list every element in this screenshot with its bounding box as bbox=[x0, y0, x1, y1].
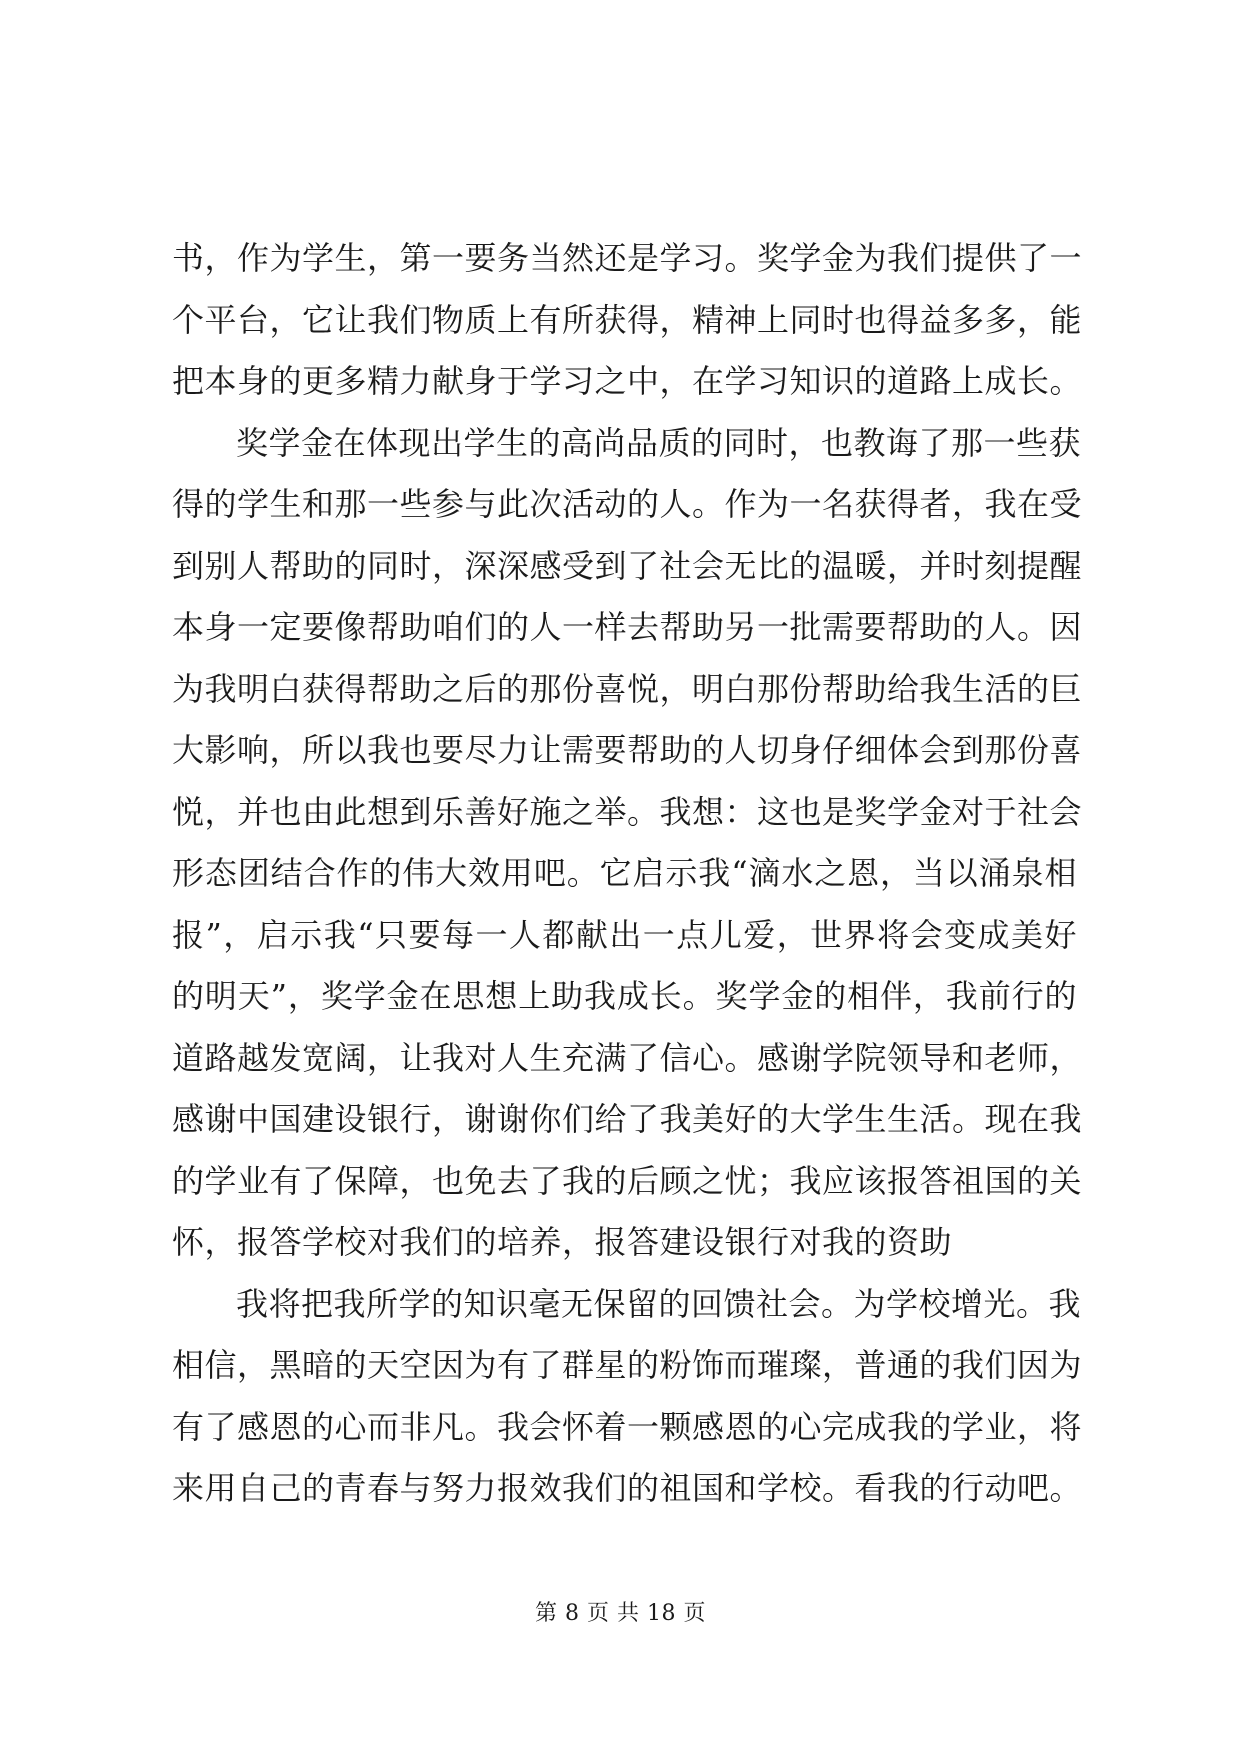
text-line: 大影响，所以我也要尽力让需要帮助的人切身仔细体会到那份喜 bbox=[172, 731, 1083, 769]
body-text bbox=[172, 228, 1083, 1520]
text-line: 报”，启示我“只要每一人都献出一点儿爱，世界将会变成美好 bbox=[172, 915, 1077, 954]
text-line: 个平台，它让我们物质上有所获得，精神上同时也得益多多，能 bbox=[172, 300, 1083, 339]
text-line: 书，作为学生，第一要务当然还是学习。奖学金为我们提供了一 bbox=[172, 239, 1083, 277]
text-line: 把本身的更多精力献身于学习之中，在学习知识的道路上成长。 bbox=[172, 362, 1083, 400]
text-line: 形态团结合作的伟大效用吧。它启示我“滴水之恩，当以涌泉相 bbox=[172, 854, 1077, 892]
page-number-footer: 第 8 页 共 18 页 bbox=[535, 1601, 706, 1626]
text-line: 来用自己的青春与努力报效我们的祖国和学校。看我的行动吧。 bbox=[172, 1469, 1083, 1507]
text-line: 感谢中国建设银行，谢谢你们给了我美好的大学生生活。现在我 bbox=[172, 1100, 1083, 1138]
text-line: 奖学金在体现出学生的高尚品质的同时，也教诲了那一些获 bbox=[236, 423, 1082, 462]
text-line: 到别人帮助的同时，深深感受到了社会无比的温暖，并时刻提醒 bbox=[172, 546, 1083, 585]
text-line: 相信，黑暗的天空因为有了群星的粉饰而璀璨，普通的我们因为 bbox=[172, 1346, 1083, 1384]
text-line: 为我明白获得帮助之后的那份喜悦，明白那份帮助给我生活的巨 bbox=[172, 669, 1083, 708]
text-line: 得的学生和那一些参与此次活动的人。作为一名获得者，我在受 bbox=[172, 485, 1083, 523]
text-line: 的明天”，奖学金在思想上助我成长。奖学金的相伴，我前行的 bbox=[172, 977, 1077, 1015]
text-line: 悦，并也由此想到乐善好施之举。我想：这也是奖学金对于社会 bbox=[172, 792, 1083, 831]
text-line: 的学业有了保障，也免去了我的后顾之忧；我应该报答祖国的关 bbox=[172, 1161, 1083, 1200]
text-line: 怀，报答学校对我们的培养，报答建设银行对我的资助 bbox=[172, 1223, 953, 1261]
text-line: 本身一定要像帮助咱们的人一样去帮助另一批需要帮助的人。因 bbox=[172, 608, 1083, 646]
text-line: 道路越发宽阔，让我对人生充满了信心。感谢学院领导和老师， bbox=[172, 1038, 1083, 1077]
text-line: 有了感恩的心而非凡。我会怀着一颗感恩的心完成我的学业，将 bbox=[172, 1407, 1083, 1446]
text-line: 我将把我所学的知识毫无保留的回馈社会。为学校增光。我 bbox=[236, 1284, 1082, 1323]
